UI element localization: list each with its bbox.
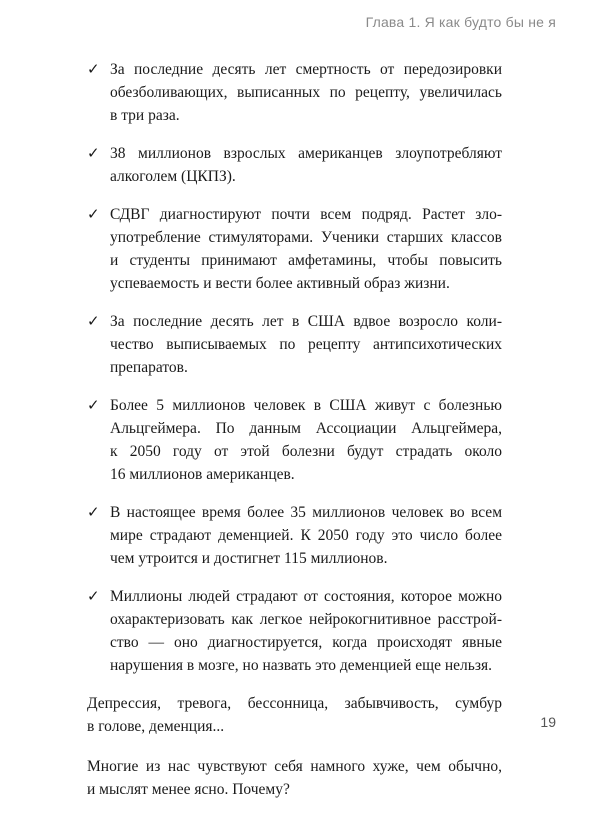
page-body: [87, 58, 502, 818]
list-item: [87, 310, 502, 379]
text-line: Депрессия, тревога, бессонница, забывчивость, сумбур: [87, 695, 502, 712]
list-item: [87, 394, 502, 486]
check-icon: ✓: [87, 60, 100, 78]
text-line: Более 5 миллионов человек в США живут с болезнью: [110, 397, 502, 414]
text-line: Многие из нас чувствуют себя намного хуже, чем обычно,: [87, 758, 502, 775]
text-line: ство — оно диагностируется, когда происходят явные: [110, 634, 502, 651]
text-line: охарактеризовать как легкое нейрокогнитивное расстрой-: [110, 611, 502, 628]
text-line: мире страдают деменцией. К 2050 году это число более: [110, 527, 502, 544]
list-item: [87, 203, 502, 295]
text-line: в голове, деменция...: [87, 718, 225, 735]
text-line: 16 миллионов американцев.: [110, 466, 295, 483]
bullet-list: [87, 58, 502, 677]
paragraph: [87, 692, 502, 738]
list-item: [87, 58, 502, 127]
text-line: чем утроится и достигнет 115 миллионов.: [110, 550, 388, 567]
list-item: [87, 501, 502, 570]
text-line: успеваемость и вести более активный образ жизни.: [110, 275, 450, 292]
text-line: 38 миллионов взрослых американцев злоупотребляют: [110, 145, 502, 162]
list-item: [87, 585, 502, 677]
text-line: и мыслят менее ясно. Почему?: [87, 781, 290, 798]
text-line: к 2050 году от этой болезни будут страдать около: [110, 443, 502, 460]
text-line: алкоголем (ЦКПЗ).: [110, 168, 236, 185]
text-line: Альцгеймера. По данным Ассоциации Альцгеймера,: [110, 420, 502, 437]
check-icon: ✓: [87, 396, 100, 414]
text-line: В настоящее время более 35 миллионов человек во всем: [110, 504, 502, 521]
check-icon: ✓: [87, 587, 100, 605]
text-line: и студенты принимают амфетамины, чтобы повысить: [110, 252, 502, 269]
check-icon: ✓: [87, 312, 100, 330]
check-icon: ✓: [87, 205, 100, 223]
text-line: нарушения в мозге, но назвать это деменцией еще нельзя.: [110, 657, 492, 674]
text-line: чество выписываемых по рецепту антипсихотических: [110, 336, 502, 353]
paragraph: [87, 755, 502, 801]
text-line: обезболивающих, выписанных по рецепту, увеличилась: [110, 84, 502, 101]
running-head: Глава 1. Я как будто бы не я: [365, 14, 556, 30]
text-line: в три раза.: [110, 107, 180, 124]
list-item: [87, 142, 502, 188]
text-line: СДВГ диагностируют почти всем подряд. Растет зло-: [110, 206, 502, 223]
text-line: употребление стимуляторами. Ученики старших классов: [110, 229, 502, 246]
page-number: 19: [540, 714, 556, 730]
text-line: За последние десять лет смертность от передозировки: [110, 61, 502, 78]
text-line: препаратов.: [110, 359, 188, 376]
check-icon: ✓: [87, 144, 100, 162]
text-line: За последние десять лет в США вдвое возросло коли-: [110, 313, 502, 330]
check-icon: ✓: [87, 503, 100, 521]
text-line: Миллионы людей страдают от состояния, которое можно: [110, 588, 502, 605]
